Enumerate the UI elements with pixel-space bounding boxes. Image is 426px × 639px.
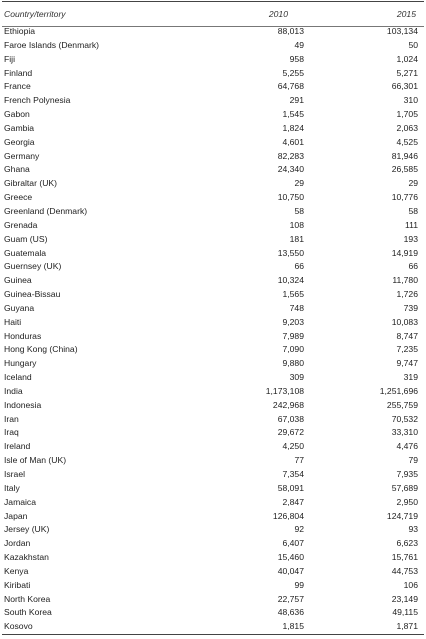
table-row: [0, 274, 426, 288]
value-2010-cell: 7,090: [282, 344, 304, 355]
value-2015-cell: 81,946: [391, 150, 418, 161]
country-cell: Ireland: [4, 441, 31, 452]
table-row: [0, 482, 426, 496]
country-cell: Ghana: [4, 164, 30, 175]
header-country: Country/territory: [4, 9, 66, 19]
value-2010-cell: 2,847: [282, 496, 304, 507]
country-cell: Grenada: [4, 219, 38, 230]
value-2010-cell: 4,601: [282, 136, 304, 147]
value-2015-cell: 57,689: [391, 482, 418, 493]
table-row: [0, 343, 426, 357]
country-cell: Germany: [4, 150, 40, 161]
value-2010-cell: 1,824: [282, 122, 304, 133]
table-row: [0, 551, 426, 565]
country-cell: Guyana: [4, 302, 35, 313]
value-2015-cell: 2,063: [396, 122, 418, 133]
table-row: [0, 260, 426, 274]
table-row: [0, 606, 426, 620]
value-2010-cell: 1,545: [282, 109, 304, 120]
value-2010-cell: 291: [289, 95, 304, 106]
value-2015-cell: 15,761: [391, 552, 418, 563]
table-row: [0, 357, 426, 371]
table-row: [0, 316, 426, 330]
country-cell: France: [4, 81, 31, 92]
country-cell: Guinea-Bissau: [4, 289, 61, 300]
value-2015-cell: 255,759: [386, 399, 418, 410]
value-2015-cell: 49,115: [392, 607, 418, 618]
value-2010-cell: 126,804: [272, 510, 304, 521]
table-row: [0, 468, 426, 482]
value-2015-cell: 70,532: [391, 413, 418, 424]
table-row: [0, 579, 426, 593]
table-row: [0, 385, 426, 399]
value-2010-cell: 88,013: [277, 26, 304, 36]
table-row: [0, 122, 426, 136]
value-2015-cell: 111: [404, 219, 418, 230]
value-2010-cell: 1,565: [282, 289, 304, 300]
table-row: [0, 80, 426, 94]
table-row: [0, 496, 426, 510]
table-row: [0, 413, 426, 427]
value-2010-cell: 22,757: [277, 593, 304, 604]
header-2015: 2015: [396, 9, 416, 19]
value-2015-cell: 66,301: [391, 81, 418, 92]
table-row: [0, 247, 426, 261]
table-row: [0, 191, 426, 205]
value-2015-cell: 310: [403, 95, 418, 106]
value-2015-cell: 319: [403, 372, 418, 383]
country-cell: Finland: [4, 67, 33, 78]
table-row: [0, 150, 426, 164]
value-2010-cell: 10,324: [277, 275, 304, 286]
value-2010-cell: 1,173,108: [265, 385, 304, 396]
value-2010-cell: 58: [294, 205, 304, 216]
table-row: [0, 25, 426, 39]
value-2015-cell: 50: [408, 39, 418, 50]
country-cell: Gambia: [4, 122, 35, 133]
value-2015-cell: 93: [408, 524, 418, 535]
value-2015-cell: 10,083: [391, 316, 418, 327]
value-2010-cell: 7,354: [282, 469, 304, 479]
value-2015-cell: 44,753: [391, 565, 418, 576]
value-2015-cell: 103,134: [386, 26, 418, 36]
value-2015-cell: 1,024: [396, 53, 418, 64]
table-row: [0, 177, 426, 191]
country-cell: Iceland: [4, 372, 32, 383]
table-row: [0, 510, 426, 524]
value-2015-cell: 8,747: [396, 330, 418, 341]
value-2015-cell: 124,719: [386, 510, 418, 521]
value-2010-cell: 58,091: [277, 482, 304, 493]
value-2015-cell: 5,271: [396, 67, 418, 78]
value-2015-cell: 2,950: [396, 496, 418, 507]
table-row: [0, 233, 426, 247]
value-2015-cell: 739: [403, 302, 418, 313]
table-row: [0, 523, 426, 537]
country-cell: Hungary: [4, 358, 37, 369]
value-2015-cell: 33,310: [391, 427, 418, 438]
value-2010-cell: 958: [289, 53, 304, 64]
country-cell: Greenland (Denmark): [4, 205, 88, 216]
country-cell: Guam (US): [4, 233, 48, 244]
country-cell: Honduras: [4, 330, 42, 341]
country-cell: Fiji: [4, 53, 15, 64]
value-2010-cell: 92: [294, 524, 304, 535]
country-cell: South Korea: [4, 607, 52, 618]
country-cell: Gabon: [4, 109, 30, 120]
table-header-row: [0, 6, 426, 22]
country-cell: Greece: [4, 192, 33, 203]
value-2015-cell: 1,726: [396, 289, 418, 300]
value-2015-cell: 29: [408, 178, 418, 189]
value-2010-cell: 29,672: [277, 427, 304, 438]
country-cell: Italy: [4, 482, 20, 493]
value-2010-cell: 10,750: [277, 192, 304, 203]
table-row: [0, 620, 426, 634]
value-2010-cell: 82,283: [277, 150, 304, 161]
value-2010-cell: 77: [294, 455, 304, 466]
value-2010-cell: 29: [294, 178, 304, 189]
country-cell: Faroe Islands (Denmark): [4, 39, 100, 50]
table-row: [0, 136, 426, 150]
country-cell: Kazakhstan: [4, 552, 49, 563]
value-2010-cell: 24,340: [277, 164, 304, 175]
table-top-rule: [2, 1, 424, 2]
table-row: [0, 94, 426, 108]
table-row: [0, 205, 426, 219]
value-2010-cell: 1,815: [282, 621, 304, 632]
country-cell: Haiti: [4, 316, 22, 327]
country-cell: Guernsey (UK): [4, 261, 62, 272]
value-2010-cell: 5,255: [282, 67, 304, 78]
value-2010-cell: 40,047: [277, 565, 304, 576]
value-2010-cell: 99: [294, 579, 304, 590]
table-row: [0, 108, 426, 122]
country-cell: Kosovo: [4, 621, 33, 632]
value-2010-cell: 7,989: [282, 330, 304, 341]
country-cell: Jersey (UK): [4, 524, 50, 535]
table-row: [0, 593, 426, 607]
table-row: [0, 565, 426, 579]
table-row: [0, 399, 426, 413]
country-cell: Guatemala: [4, 247, 47, 258]
table-row: [0, 330, 426, 344]
table-row: [0, 163, 426, 177]
value-2010-cell: 49: [294, 39, 304, 50]
country-cell: India: [4, 385, 23, 396]
value-2015-cell: 14,919: [391, 247, 418, 258]
table-row: [0, 371, 426, 385]
table-row: [0, 440, 426, 454]
value-2010-cell: 242,968: [272, 399, 304, 410]
country-cell: Ethiopia: [4, 26, 36, 36]
value-2015-cell: 66: [408, 261, 418, 272]
country-cell: Israel: [4, 469, 26, 479]
value-2015-cell: 7,235: [396, 344, 418, 355]
value-2015-cell: 4,525: [396, 136, 418, 147]
country-cell: Georgia: [4, 136, 35, 147]
country-cell: Gibraltar (UK): [4, 178, 58, 189]
country-cell: Kenya: [4, 565, 29, 576]
value-2010-cell: 309: [289, 372, 304, 383]
value-2010-cell: 48,636: [277, 607, 304, 618]
country-cell: Jordan: [4, 538, 31, 549]
value-2010-cell: 13,550: [277, 247, 304, 258]
value-2010-cell: 67,038: [277, 413, 304, 424]
table-row: [0, 537, 426, 551]
value-2015-cell: 9,747: [396, 358, 418, 369]
value-2015-cell: 106: [403, 579, 418, 590]
value-2015-cell: 1,871: [396, 621, 418, 632]
country-cell: Jamaica: [4, 496, 36, 507]
header-2010: 2010: [268, 9, 288, 19]
value-2010-cell: 66: [294, 261, 304, 272]
value-2010-cell: 64,768: [277, 81, 304, 92]
table-row: [0, 67, 426, 81]
value-2010-cell: 108: [289, 219, 304, 230]
table-row: [0, 288, 426, 302]
value-2010-cell: 181: [289, 233, 304, 244]
value-2010-cell: 9,880: [282, 358, 304, 369]
table-row: [0, 53, 426, 67]
value-2015-cell: 58: [408, 205, 418, 216]
value-2010-cell: 6,407: [282, 538, 304, 549]
value-2010-cell: 15,460: [277, 552, 304, 563]
value-2015-cell: 11,780: [392, 275, 418, 286]
table-row: [0, 426, 426, 440]
table-row: [0, 219, 426, 233]
value-2015-cell: 6,623: [396, 538, 418, 549]
value-2015-cell: 1,251,696: [379, 385, 418, 396]
value-2015-cell: 7,935: [396, 469, 418, 479]
value-2015-cell: 26,585: [391, 164, 418, 175]
value-2015-cell: 23,149: [391, 593, 418, 604]
country-cell: Hong Kong (China): [4, 344, 78, 355]
table-row: [0, 302, 426, 316]
country-cell: French Polynesia: [4, 95, 71, 106]
table-row: [0, 454, 426, 468]
country-cell: Kiribati: [4, 579, 31, 590]
value-2010-cell: 748: [289, 302, 304, 313]
country-cell: Isle of Man (UK): [4, 455, 67, 466]
country-cell: Iraq: [4, 427, 19, 438]
value-2010-cell: 4,250: [282, 441, 304, 452]
country-cell: Indonesia: [4, 399, 42, 410]
value-2015-cell: 193: [403, 233, 418, 244]
country-cell: North Korea: [4, 593, 51, 604]
value-2010-cell: 9,203: [282, 316, 304, 327]
country-cell: Guinea: [4, 275, 32, 286]
value-2015-cell: 79: [408, 455, 418, 466]
country-cell: Iran: [4, 413, 19, 424]
table-row: [0, 39, 426, 53]
value-2015-cell: 4,476: [396, 441, 418, 452]
value-2015-cell: 10,776: [391, 192, 418, 203]
table-bottom-rule: [2, 634, 424, 635]
country-cell: Japan: [4, 510, 28, 521]
value-2015-cell: 1,705: [396, 109, 418, 120]
table-body: [0, 25, 426, 634]
